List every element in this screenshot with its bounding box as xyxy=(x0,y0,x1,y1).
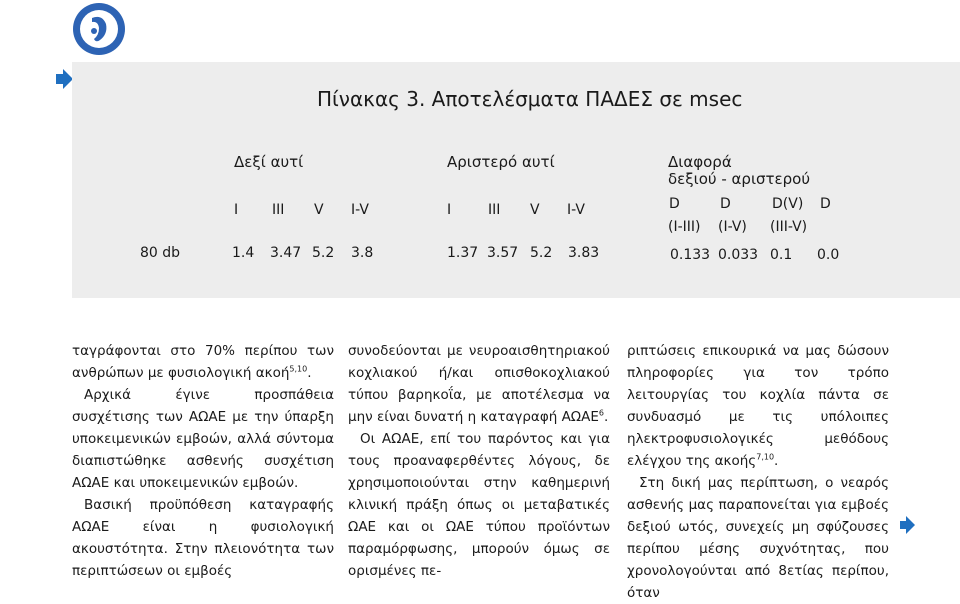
col-right-iii: III xyxy=(272,202,285,218)
header-left-ear: Αριστερό αυτί xyxy=(447,153,555,171)
table-title: Πίνακας 3. Αποτελέσματα ΠΑΔΕΣ σε msec xyxy=(317,87,743,111)
col-diff-sub1: (I-III) xyxy=(668,219,701,235)
val-right-iii: 3.47 xyxy=(270,245,302,261)
col-right-v: V xyxy=(314,202,324,218)
paragraph: Οι ΑΩΑΕ, επί του παρόντος και για τους προαναφερθέντες λόγους, δε χρησιμοποιούνται στην καθημερινή κλινική πράξη όπως οι μεταβατικές ΩΑΕ και οι ΩΑΕ τύπου προϊόντων παραμόρφωσης, μπορούν όμως σε ορισμένες πε- xyxy=(348,431,610,579)
results-table xyxy=(72,62,960,298)
col-left-v: V xyxy=(530,202,540,218)
val-diff-1: 0.133 xyxy=(670,247,711,263)
col-left-i: I xyxy=(447,202,452,218)
paragraph: ταγράφονται στο 70% περίπου των ανθρώπων με φυσιολογική ακοή$^{5,10}$. xyxy=(72,343,334,381)
val-left-i-v: 3.83 xyxy=(568,245,600,261)
col-left-iii: III xyxy=(488,202,501,218)
col-diff-d4: D xyxy=(820,196,831,212)
text-column-3 xyxy=(627,340,889,604)
continue-arrow-icon xyxy=(898,515,916,535)
society-logo-icon xyxy=(72,2,126,56)
paragraph: Στη δική μας περίπτωση, ο νεαρός ασθενής μας παραπονείται για εμβοές δεξιού ωτός, συνεχείς μη σφύζουσες περίπου μέσης συχνότητας, που χρονολογούνται από 8ετίας περίπου, όταν xyxy=(627,475,889,601)
val-diff-2: 0.033 xyxy=(718,247,759,263)
paragraph: Βασική προϋπόθεση καταγραφής ΑΩΑΕ είναι η φυσιολογική ακουστότητα. Στην πλειονότητα των περιπτώσεων οι εμβοές xyxy=(72,497,334,579)
col-diff-sub2: (I-V) xyxy=(718,219,747,235)
val-right-v: 5.2 xyxy=(312,245,335,261)
col-right-i: I xyxy=(234,202,239,218)
val-diff-3: 0.1 xyxy=(770,247,793,263)
text-column-1 xyxy=(72,340,334,582)
val-left-iii: 3.57 xyxy=(487,245,519,261)
col-diff-d2: D xyxy=(720,196,731,212)
val-left-v: 5.2 xyxy=(530,245,553,261)
text-column-2 xyxy=(348,340,610,582)
header-difference: Διαφορά xyxy=(668,153,732,171)
val-right-i: 1.4 xyxy=(232,245,255,261)
paragraph: συνοδεύονται με νευροαισθητηριακού κοχλιακού ή/και οπισθοκοχλιακού τύπου βαρηκοΐα, με αποτέλεσμα να μην είναι δυνατή η καταγραφή ΑΩΑΕ$^6$. xyxy=(348,343,610,425)
col-left-i-v: I-V xyxy=(567,202,585,218)
col-diff-d1: D xyxy=(669,196,680,212)
val-right-i-v: 3.8 xyxy=(351,245,374,261)
header-difference-sub: δεξιού - αριστερού xyxy=(668,170,811,188)
paragraph: ριπτώσεις επικουρικά να μας δώσουν πληροφορίες για τον τρόπο λειτουργίας του κοχλία πάντα σε συνδυασμό με τις υπόλοιπες ηλεκτροφυσιολογικές μεθόδους ελέγχου της ακοής$^{7,10}$. xyxy=(627,343,889,469)
col-right-i-v: I-V xyxy=(351,202,369,218)
val-diff-4: 0.0 xyxy=(817,247,840,263)
col-diff-sub3: (III-V) xyxy=(770,219,808,235)
val-left-i: 1.37 xyxy=(447,245,479,261)
paragraph: Αρχικά έγινε προσπάθεια συσχέτισης των ΑΩΑΕ με την ύπαρξη υποκειμενικών εμβοών, αλλά σύντομα διαπιστώθηκε ασθενής συσχέτιση ΑΩΑΕ και υποκειμενικών εμβοών. xyxy=(72,387,334,491)
col-diff-d3: D(V) xyxy=(772,196,804,212)
header-right-ear: Δεξί αυτί xyxy=(234,153,304,171)
row-label: 80 db xyxy=(140,245,181,261)
